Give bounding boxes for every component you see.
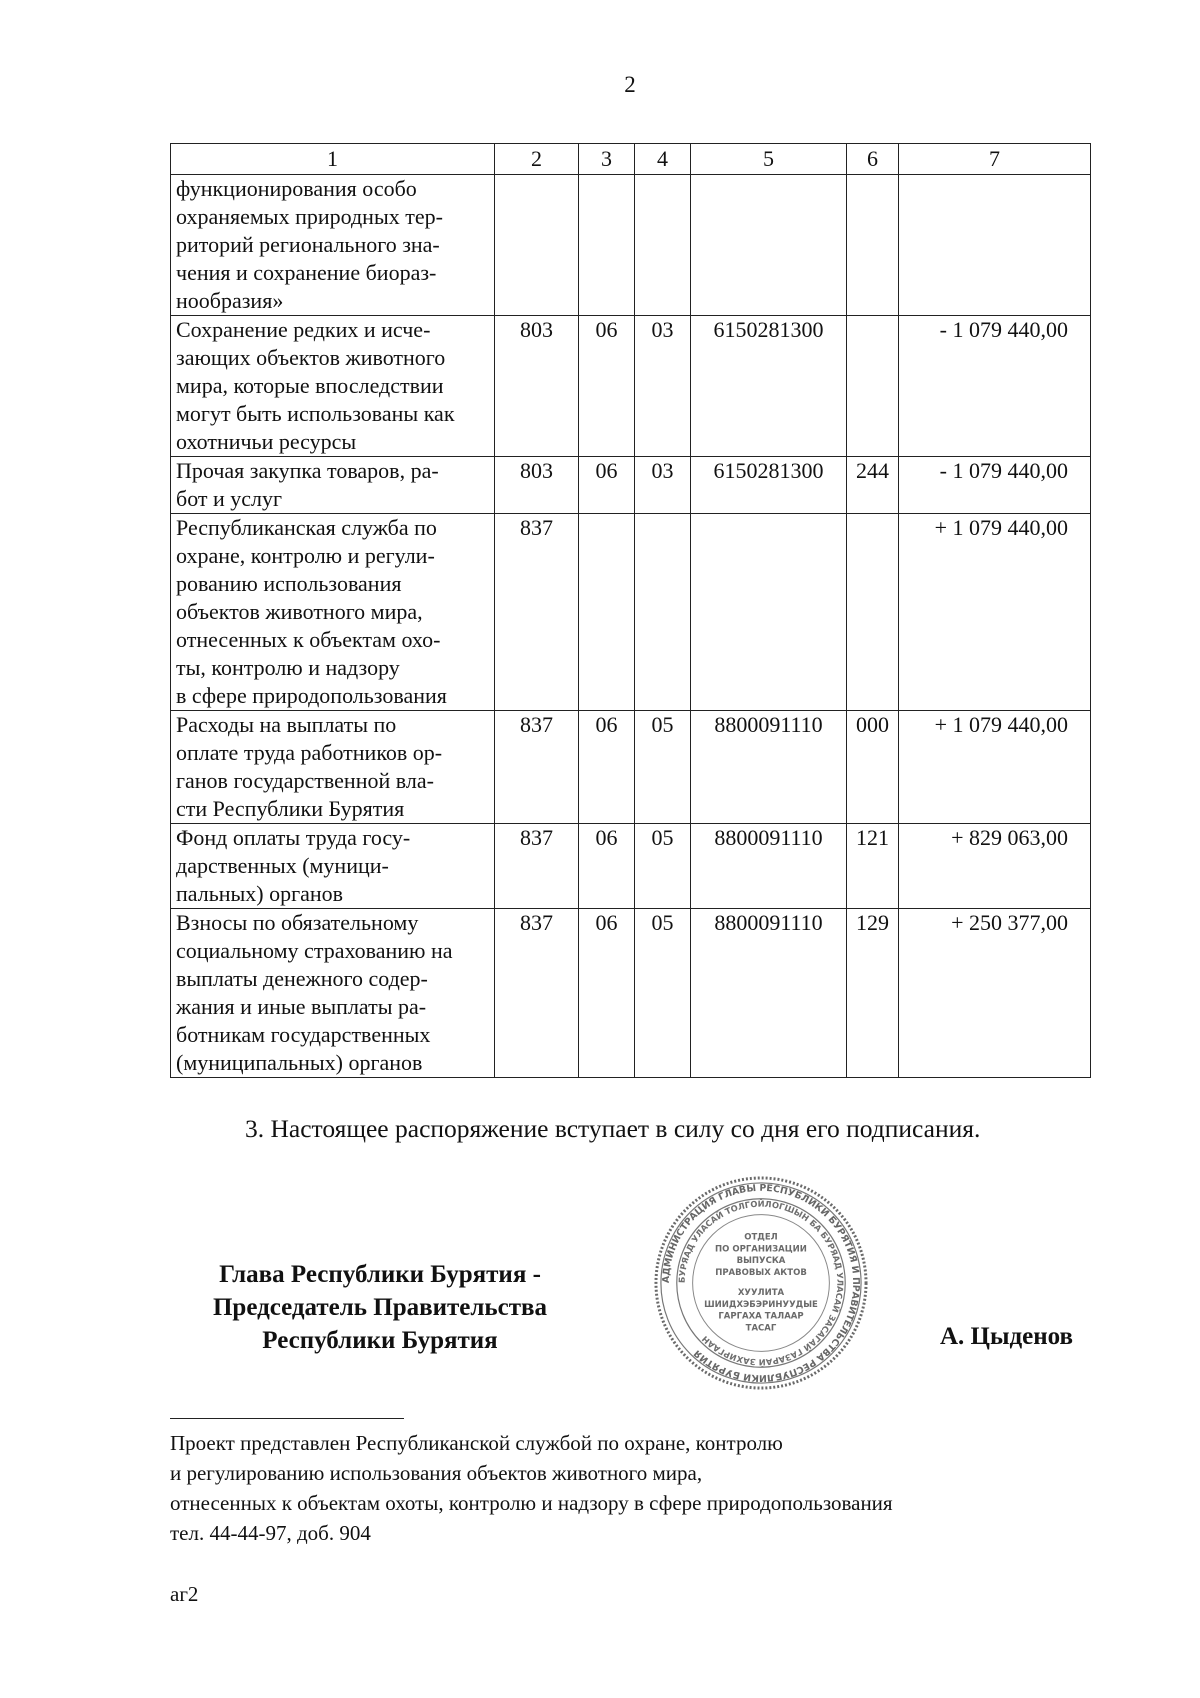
section-code: 06: [579, 711, 635, 824]
expense-type-code: [847, 316, 899, 457]
seal-center-line: ПО ОРГАНИЗАЦИИ: [715, 1244, 807, 1255]
table-row: [171, 457, 1091, 514]
amount: + 1 079 440,00: [899, 711, 1091, 824]
seal-center-line: ВЫПУСКА: [736, 1256, 786, 1267]
subsection-code: 03: [635, 316, 691, 457]
target-article-code: 8800091110: [691, 824, 847, 909]
amount: - 1 079 440,00: [899, 316, 1091, 457]
table-row: [171, 316, 1091, 457]
amount: + 1 079 440,00: [899, 514, 1091, 711]
table-header-row: [171, 144, 1091, 175]
target-article-code: [691, 175, 847, 316]
section-code: 06: [579, 457, 635, 514]
target-article-code: 6150281300: [691, 316, 847, 457]
subsection-code: 05: [635, 909, 691, 1078]
row-description: Прочая закупка товаров, ра- бот и услуг: [171, 457, 495, 514]
table-row: [171, 909, 1091, 1078]
effective-date-clause: 3. Настоящее распоряжение вступает в силу со дня его подписания.: [245, 1114, 981, 1143]
table-row: [171, 824, 1091, 909]
footnote-line: тел. 44-44-97, доб. 904: [170, 1521, 371, 1545]
seal-center-line: ГАРГАХА ТАЛААР: [718, 1311, 804, 1322]
section-code: 06: [579, 824, 635, 909]
seal-outer-text: АДМИНИСТРАЦИЯ ГЛАВЫ РЕСПУБЛИКИ БУРЯТИЯ И ПРАВИТЕЛЬСТВА РЕСПУБЛИКИ БУРЯТИЯ: [660, 1182, 862, 1384]
target-article-code: 6150281300: [691, 457, 847, 514]
column-header: 2: [495, 144, 579, 175]
ministry-code: [495, 175, 579, 316]
seal-inner-text: БУРЯАД УЛАСАЙ ТОЛГОЙЛОГШЫН БА БУРЯАД УЛАСАЙ ЗАСАГАЙ ГАЗАРАЙ ЗАХИРГААН: [676, 1198, 846, 1368]
column-header: 7: [899, 144, 1091, 175]
table-row: [171, 175, 1091, 316]
subsection-code: 03: [635, 457, 691, 514]
official-seal: [652, 1174, 870, 1392]
seal-center-line: ШИИДХЭБЭРИНУУДЫЕ: [704, 1299, 818, 1310]
ministry-code: 837: [495, 824, 579, 909]
ministry-code: 837: [495, 909, 579, 1078]
column-header: 6: [847, 144, 899, 175]
expense-type-code: [847, 514, 899, 711]
row-description: Фонд оплаты труда госу- дарственных (муници- пальных) органов: [171, 824, 495, 909]
amount: - 1 079 440,00: [899, 457, 1091, 514]
column-header: 1: [171, 144, 495, 175]
seal-center-line: ОТДЕЛ: [744, 1232, 778, 1243]
ministry-code: 803: [495, 316, 579, 457]
target-article-code: [691, 514, 847, 711]
expense-type-code: 000: [847, 711, 899, 824]
page-number: 2: [624, 72, 636, 97]
signer-name: А. Цыденов: [940, 1323, 1074, 1350]
section-code: 06: [579, 909, 635, 1078]
expense-type-code: 244: [847, 457, 899, 514]
seal-center-line: ПРАВОВЫХ АКТОВ: [715, 1268, 807, 1279]
signer-title: [150, 1258, 610, 1357]
footnote-divider: [170, 1418, 404, 1419]
signer-title-line: Председатель Правительства: [212, 1294, 548, 1321]
row-description: Расходы на выплаты по оплате труда работников ор- ганов государственной вла- сти Республики Бурятия: [171, 711, 495, 824]
row-description: Сохранение редких и исче- зающих объектов животного мира, которые впоследствии могут быть использованы как охотничьи ресурсы: [171, 316, 495, 457]
footnote-line: и регулированию использования объектов животного мира,: [170, 1461, 703, 1485]
target-article-code: 8800091110: [691, 711, 847, 824]
ministry-code: 803: [495, 457, 579, 514]
row-description: Взносы по обязательному социальному страхованию на выплаты денежного содер- жания и иные выплаты ра- ботникам государственных (муниципальных) органов: [171, 909, 495, 1078]
expense-type-code: 129: [847, 909, 899, 1078]
column-header: 5: [691, 144, 847, 175]
column-header: 4: [635, 144, 691, 175]
footnote-line: отнесенных к объектам охоты, контролю и надзору в сфере природопользования: [170, 1491, 893, 1515]
amount: [899, 175, 1091, 316]
table-row: [171, 711, 1091, 824]
signer-title-line: Глава Республики Бурятия -: [219, 1261, 541, 1288]
signer-title-line: Республики Бурятия: [262, 1327, 498, 1354]
subsection-code: [635, 514, 691, 711]
section-code: [579, 514, 635, 711]
expense-type-code: 121: [847, 824, 899, 909]
amount: + 829 063,00: [899, 824, 1091, 909]
section-code: 06: [579, 316, 635, 457]
subsection-code: [635, 175, 691, 316]
footnote-line: Проект представлен Республиканской службой по охране, контролю: [170, 1431, 783, 1455]
ministry-code: 837: [495, 711, 579, 824]
target-article-code: 8800091110: [691, 909, 847, 1078]
row-description: Республиканская служба по охране, контролю и регули- рованию использования объектов животного мира, отнесенных к объектам охо- ты, контролю и надзору в сфере природопользования: [171, 514, 495, 711]
ministry-code: 837: [495, 514, 579, 711]
row-description: функционирования особо охраняемых природных тер- риторий регионального зна- чения и сохранение биораз- нообразия»: [171, 175, 495, 316]
expense-type-code: [847, 175, 899, 316]
budget-changes-table: [170, 143, 1091, 1078]
subsection-code: 05: [635, 824, 691, 909]
seal-center-line: ТАСАГ: [745, 1323, 777, 1334]
subsection-code: 05: [635, 711, 691, 824]
column-header: 3: [579, 144, 635, 175]
reference-code: аг2: [170, 1582, 199, 1606]
amount: + 250 377,00: [899, 909, 1091, 1078]
table-row: [171, 514, 1091, 711]
section-code: [579, 175, 635, 316]
footnote: [170, 1428, 893, 1548]
seal-center-line: ХУУЛИТА: [737, 1287, 785, 1298]
